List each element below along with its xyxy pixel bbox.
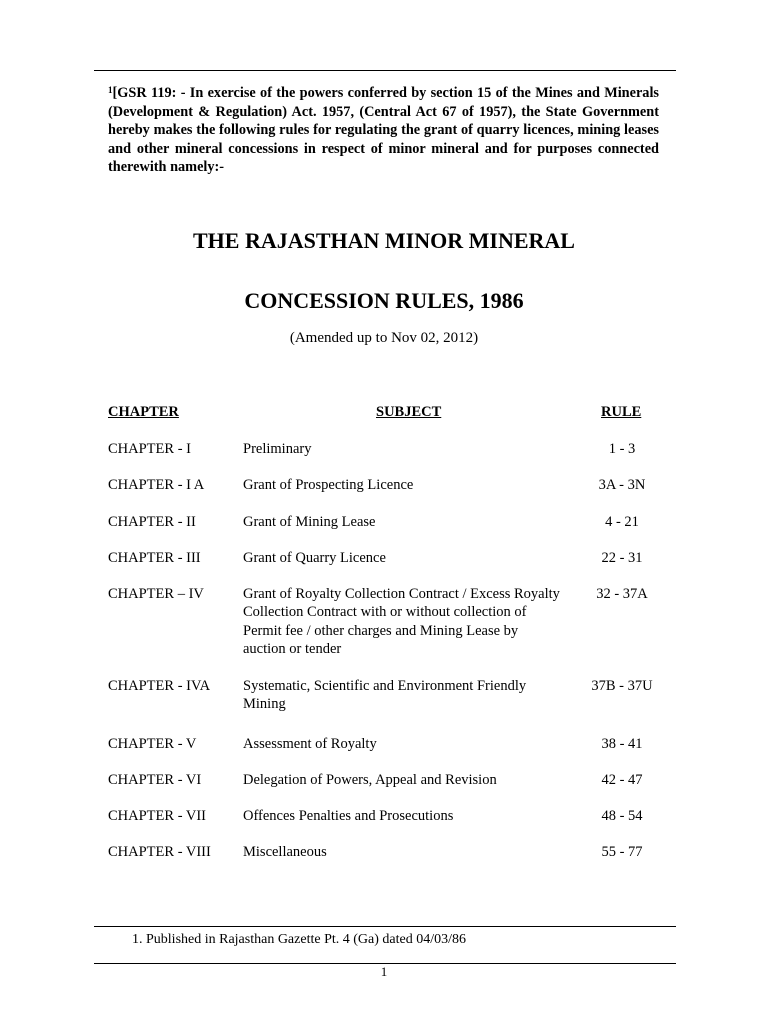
subject-cell: Grant of Mining Lease	[243, 514, 376, 530]
footnote-marker: 1	[108, 85, 113, 95]
subject-cell: Grant of Prospecting Licence	[243, 477, 414, 493]
page-number: 1	[380, 964, 388, 979]
rule-cell: 55 - 77	[601, 844, 643, 860]
rule-cell: 4 - 21	[605, 514, 639, 530]
top-rule	[94, 70, 676, 71]
rule-cell: 3A - 3N	[598, 477, 646, 493]
document-subtitle: (Amended up to Nov 02, 2012)	[289, 330, 479, 346]
document-title-line-2: CONCESSION RULES, 1986	[244, 288, 524, 313]
footnote-separator	[94, 926, 676, 927]
header-chapter: CHAPTER	[108, 404, 179, 420]
chapter-cell: CHAPTER - VIII	[108, 844, 211, 860]
chapter-cell: CHAPTER - VI	[108, 772, 202, 788]
subject-cell: Systematic, Scientific and Environment Friendly Mining	[243, 678, 527, 713]
chapter-cell: CHAPTER - V	[108, 736, 197, 752]
subject-cell: Delegation of Powers, Appeal and Revision	[243, 772, 497, 788]
document-title-line-1: THE RAJASTHAN MINOR MINERAL	[193, 228, 575, 253]
rule-cell: 37B - 37U	[591, 678, 653, 694]
intro-paragraph	[108, 84, 659, 177]
chapter-cell: CHAPTER - III	[108, 550, 201, 566]
chapter-cell: CHAPTER - VII	[108, 808, 207, 824]
subject-cell: Grant of Royalty Collection Contract / Excess Royalty Collection Contract with or without collection of Permit fee / other charges and Mining Lease by auction or tender	[243, 586, 560, 657]
rule-cell: 42 - 47	[601, 772, 643, 788]
chapter-cell: CHAPTER - I	[108, 441, 191, 457]
subject-cell: Grant of Quarry Licence	[243, 550, 386, 566]
rule-cell: 32 - 37A	[596, 586, 648, 602]
chapter-cell: CHAPTER - I A	[108, 477, 205, 493]
rule-cell: 38 - 41	[601, 736, 643, 752]
header-rule: RULE	[601, 404, 642, 420]
chapter-cell: CHAPTER - IVA	[108, 678, 211, 694]
subject-cell: Assessment of Royalty	[243, 736, 377, 752]
footnote: 1. Published in Rajasthan Gazette Pt. 4 (Ga) dated 04/03/86	[132, 932, 466, 947]
subject-cell: Preliminary	[243, 441, 312, 457]
header-subject: SUBJECT	[376, 404, 442, 420]
subject-cell: Offences Penalties and Prosecutions	[243, 808, 454, 824]
subject-cell: Miscellaneous	[243, 844, 327, 860]
intro-text: [GSR 119: - In exercise of the powers conferred by section 15 of the Mines and Minerals (Development & Regulation) Act. 1957, (Central Act 67 of 1957), the State Government hereby makes the following rules for regulating the grant of quarry licences, mining leases and other mineral concessions in respect of minor mineral and for purposes connected therewith namely:-	[108, 85, 659, 176]
rule-cell: 22 - 31	[601, 550, 643, 566]
rule-cell: 48 - 54	[601, 808, 643, 824]
chapter-cell: CHAPTER - II	[108, 514, 196, 530]
rule-cell: 1 - 3	[608, 441, 636, 457]
chapter-cell: CHAPTER – IV	[108, 586, 204, 602]
